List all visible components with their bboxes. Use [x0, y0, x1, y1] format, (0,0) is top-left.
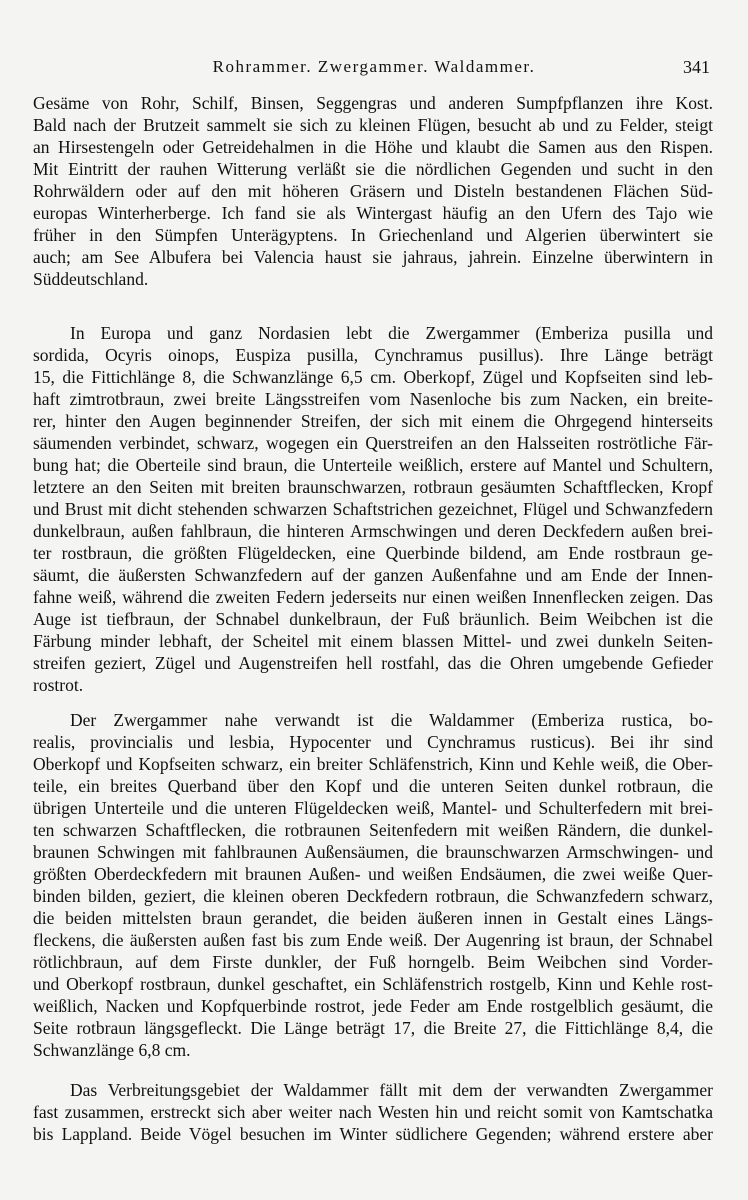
text-line: haft zimtrotbraun, zwei breite Längsstreifen vom Nasenloche bis zum Nacken, ein breite- [33, 389, 713, 409]
text-line: In Europa und ganz Nordasien lebt die Zwergammer (Emberiza pusilla und [70, 323, 713, 343]
text-line: streifen geziert, Zügel und Augenstreifen hell rostfahl, das die Ohren umgebende Gefieder [33, 653, 713, 673]
text-line: fleckens, die äußersten außen fast bis zum Ende weiß. Der Augenring ist braun, der Schnabel [33, 930, 713, 950]
paragraph-waldammer [33, 709, 713, 1061]
text-line: säumenden verbindet, schwarz, wogegen ein Querstreifen an den Halsseiten roströtliche Fär- [33, 433, 713, 453]
text-line: Auge ist tiefbraun, der Schnabel dunkelbraun, der Fuß bräunlich. Beim Weibchen ist die [33, 609, 713, 629]
text-line: übrigen Unterteile und die unteren Flügeldecken weiß, Mantel- und Schulterfedern mit brei- [33, 798, 713, 818]
text-line: 15, die Fittichlänge 8, die Schwanzlänge 6,5 cm. Oberkopf, Zügel und Kopfseiten sind leb- [33, 367, 713, 387]
text-line: teile, ein breites Querband über den Kopf und die unteren Seiten dunkel rotbraun, die [33, 776, 713, 796]
text-line: rötlichbraun, auf dem Firste dunkler, der Fuß horngelb. Beim Weibchen sind Vorder- [33, 952, 713, 972]
text-line: binden bilden, geziert, die kleinen oberen Deckfedern rotbraun, die Schwanzfedern schwarz, [33, 886, 713, 906]
text-line: fast zusammen, erstreckt sich aber weiter nach Westen hin und reicht somit von Kamtschatka [33, 1102, 713, 1122]
text-line: fahne weiß, während die zweiten Federn jederseits nur einen weißen Innenflecken zeigen. Das [33, 587, 713, 607]
page-number: 341 [683, 57, 710, 77]
text-line: Gesäme von Rohr, Schilf, Binsen, Seggengras und anderen Sumpfpflanzen ihre Kost. [33, 93, 713, 113]
paragraph-rohrammer-continued [33, 92, 713, 290]
text-line: ter rostbraun, die größten Flügeldecken, eine Querbinde bildend, am Ende rostbraun ge- [33, 543, 713, 563]
text-line: und Brust mit dicht stehenden schwarzen Schaftstrichen gezeichnet, Flügel und Schwanzfedern [33, 499, 713, 519]
text-line: säumt, die äußersten Schwanzfedern auf der ganzen Außenfahne und am Ende der Innen- [33, 565, 713, 585]
text-line: Oberkopf und Kopfseiten schwarz, ein breiter Schläfenstrich, Kinn und Kehle weiß, die Ober- [33, 754, 713, 774]
text-line: Färbung minder lebhaft, der Scheitel mit einem blassen Mittel- und zwei dunkeln Seiten- [33, 631, 713, 651]
text-line: ten schwarzen Schaftflecken, die rotbraunen Seitenfedern mit weißen Rändern, die dunkel- [33, 820, 713, 840]
text-line: rostrot. [33, 675, 84, 695]
text-line: weißlich, Nacken und Kopfquerbinde rostrot, jede Feder am Ende rostgelblich gesäumt, die [33, 996, 713, 1016]
text-line: Das Verbreitungsgebiet der Waldammer fällt mit dem der verwandten Zwergammer [70, 1080, 713, 1100]
running-title: Rohrammer. Zwergammer. Waldammer. [212, 57, 536, 76]
text-line: Rohrwäldern oder auf den mit höheren Gräsern und Disteln bestandenen Flächen Süd- [33, 181, 713, 201]
text-line: braunen Schwingen mit fahlbraunen Außensäumen, die braunschwarzen Armschwingen- und [33, 842, 713, 862]
text-line: und Oberkopf rostbraun, dunkel geschaftet, ein Schläfenstrich rostgelb, Kinn und Kehle rost- [33, 974, 713, 994]
text-line: rer, hinter den Augen beginnender Streifen, der sich mit einem die Ohrgegend hinterseits [33, 411, 713, 431]
text-line: Schwanzlänge 6,8 cm. [33, 1040, 191, 1060]
paragraph-zwergammer [33, 322, 713, 696]
text-line: letztere an den Seiten mit breiten braunschwarzen, rotbraun gesäumten Schaftflecken, Kropf [33, 477, 713, 497]
text-line: größten Oberdeckfedern mit braunen Außen- und weißen Endsäumen, die zwei weiße Quer- [33, 864, 713, 884]
text-line: früher in den Sümpfen Unterägyptens. In Griechenland und Algerien überwintert sie [33, 225, 713, 245]
text-line: Mit Eintritt der rauhen Witterung verläßt sie die nördlichen Gegenden und sucht in den [33, 159, 713, 179]
text-line: realis, provincialis und lesbia, Hypocenter und Cynchramus rusticus). Bei ihr sind [33, 732, 713, 752]
paragraph-verbreitung [33, 1079, 713, 1145]
text-line: an Hirsestengeln oder Getreidehalmen in die Höhe und klaubt die Samen aus den Rispen. [33, 137, 713, 157]
running-header [0, 57, 748, 79]
text-line: bung hat; die Oberteile sind braun, die Unterteile weißlich, erstere auf Mantel und Schultern, [33, 455, 713, 475]
text-line: Süddeutschland. [33, 269, 149, 289]
text-line: Der Zwergammer nahe verwandt ist die Waldammer (Emberiza rustica, bo- [70, 710, 713, 730]
text-line: Seite rotbraun längsgefleckt. Die Länge beträgt 17, die Breite 27, die Fittichlänge 8,4, die [33, 1018, 713, 1038]
text-line: bis Lappland. Beide Vögel besuchen im Winter südlichere Gegenden; während erstere aber [33, 1124, 713, 1144]
text-line: Bald nach der Brutzeit sammelt sie sich zu kleinen Flügen, besucht ab und zu Felder, steigt [33, 115, 713, 135]
text-line: dunkelbraun, außen fahlbraun, die hinteren Armschwingen und deren Deckfedern außen brei- [33, 521, 713, 541]
text-line: die beiden mittelsten braun gerandet, die beiden äußeren innen in Gestalt eines Längs- [33, 908, 713, 928]
text-line: auch; am See Albufera bei Valencia haust sie jahraus, jahrein. Einzelne überwintern in [33, 247, 713, 267]
text-line: europas Winterherberge. Ich fand sie als Wintergast häufig an den Ufern des Tajo wie [33, 203, 713, 223]
text-line: sordida, Ocyris oinops, Euspiza pusilla, Cynchramus pusillus). Ihre Länge beträgt [33, 345, 713, 365]
